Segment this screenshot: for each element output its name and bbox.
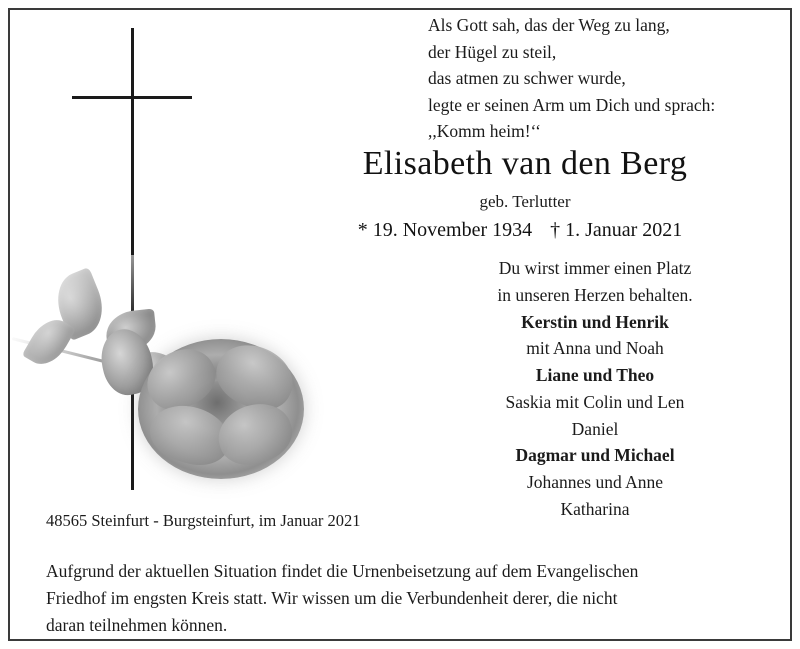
birth-date: * 19. November 1934 bbox=[357, 219, 533, 241]
place-and-date: 48565 Steinfurt - Burgsteinfurt, im Januar 2021 bbox=[46, 511, 361, 530]
dedication-line: Du wirst immer einen Platz bbox=[498, 258, 692, 278]
deceased-name: Elisabeth van den Berg bbox=[362, 145, 688, 182]
mourner-name: Liane und Theo bbox=[535, 365, 655, 386]
death-date: † 1. Januar 2021 bbox=[550, 219, 683, 241]
verse-line: ,,Komm heim!‘‘ bbox=[428, 121, 541, 142]
life-dates bbox=[250, 219, 790, 242]
verse-line: das atmen zu schwer wurde, bbox=[428, 68, 626, 89]
mourner-name: Kerstin und Henrik bbox=[521, 311, 669, 332]
verse-line: der Hügel zu steil, bbox=[428, 41, 557, 62]
notice-line: daran teilnehmen können. bbox=[46, 615, 228, 636]
mourner-name: Saskia mit Colin und Len bbox=[505, 391, 685, 412]
mourner-name: Johannes und Anne bbox=[526, 472, 664, 493]
mourner-name: Dagmar und Michael bbox=[515, 445, 675, 466]
verse-line: Als Gott sah, das der Weg zu lang, bbox=[428, 15, 670, 35]
mourner-name: Daniel bbox=[571, 418, 619, 439]
dedication-line: in unseren Herzen behalten. bbox=[497, 284, 693, 305]
mourner-name: mit Anna und Noah bbox=[526, 338, 664, 359]
memorial-verse bbox=[428, 12, 788, 145]
mourner-name: Katharina bbox=[560, 498, 630, 519]
mourners-block bbox=[400, 255, 790, 523]
verse-line: legte er seinen Arm um Dich und sprach: bbox=[428, 94, 716, 115]
cross-icon-horizontal-bar bbox=[72, 96, 192, 99]
maiden-name: geb. Terlutter bbox=[479, 192, 571, 211]
notice-line: Aufgrund der aktuellen Situation findet die Urnenbeisetzung auf dem Evangelischen bbox=[46, 561, 639, 581]
notice-line: Friedhof im engsten Kreis statt. Wir wissen um die Verbundenheit derer, die nicht bbox=[46, 588, 618, 609]
funeral-notice bbox=[46, 558, 756, 639]
